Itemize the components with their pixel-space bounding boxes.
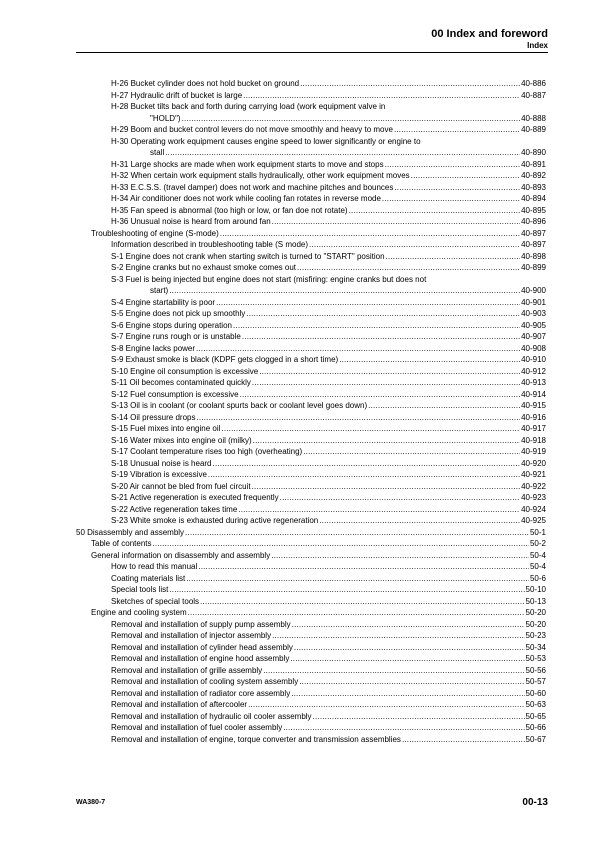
toc-entry-title: H-34 Air conditioner does not work while cooling fan rotates in reverse mode [111, 194, 381, 203]
toc-entry[interactable] [111, 620, 546, 629]
toc-entry[interactable] [111, 183, 546, 192]
toc-entry[interactable] [111, 240, 546, 249]
toc-entry-page: 40-900 [521, 286, 546, 295]
toc-leader-dots [339, 355, 520, 364]
toc-entry[interactable] [111, 137, 421, 146]
toc-entry-page: 40-897 [521, 240, 546, 249]
toc-entry-title: S-14 Oil pressure drops [111, 412, 196, 422]
toc-leader-dots [220, 229, 520, 238]
toc-leader-dots [263, 666, 524, 675]
toc-entry-page: 40-924 [521, 504, 546, 514]
toc-entry[interactable] [111, 631, 546, 640]
toc-entry-title: S-7 Engine runs rough or is unstable [111, 332, 241, 341]
toc-entry[interactable] [111, 516, 546, 525]
toc-leader-dots [394, 125, 520, 134]
toc-entry-title: S-10 Engine oil consumption is excessive [111, 366, 259, 376]
toc-entry-page: 40-894 [521, 194, 546, 203]
toc-entry-title: S-19 Vibration is excessive [111, 470, 207, 479]
toc-entry[interactable] [111, 344, 546, 353]
toc-leader-dots [394, 183, 520, 192]
toc-entry-title: Removal and installation of hydraulic oil cooler assembly [111, 711, 312, 721]
toc-leader-dots [368, 401, 520, 410]
toc-entry-title: S-16 Water mixes into engine oil (milky) [111, 435, 252, 445]
toc-entry[interactable] [111, 91, 546, 100]
toc-leader-dots [185, 528, 529, 537]
toc-entry-page: 40-890 [521, 148, 546, 157]
toc-entry[interactable] [111, 493, 546, 502]
toc-entry-page: 40-893 [521, 182, 546, 192]
toc-entry-title: S-17 Coolant temperature rises too high (overheating) [111, 447, 303, 456]
toc-entry-title: Sketches of special tools [111, 596, 200, 606]
toc-entry-page: 40-907 [521, 332, 546, 341]
toc-entry[interactable] [111, 459, 546, 468]
toc-entry[interactable] [111, 79, 546, 88]
toc-entry-page: 50-2 [529, 539, 546, 548]
toc-entry[interactable] [111, 482, 546, 491]
footer-model: WA380-7 [76, 799, 106, 806]
toc-entry[interactable] [111, 677, 546, 686]
toc-entry-page: 50-10 [525, 585, 546, 594]
toc-leader-dots [216, 298, 520, 307]
toc-entry-page: 50-65 [525, 711, 546, 721]
toc-leader-dots [208, 470, 520, 479]
toc-entry-title: H-28 Bucket tilts back and forth during carrying load (work equipment valve in [111, 102, 386, 111]
toc-entry-page: 40-898 [521, 251, 546, 261]
toc-entry-page: 50-63 [525, 700, 546, 709]
toc-entry-title: General information on disassembly and assembly [91, 550, 271, 560]
toc-entry-title: S-11 Oil becomes contaminated quickly [111, 378, 251, 387]
toc-entry-page: 40-917 [521, 424, 546, 433]
toc-leader-dots [280, 493, 520, 502]
toc-leader-dots [200, 597, 524, 606]
toc-entry[interactable] [111, 470, 546, 479]
toc-leader-dots [283, 723, 524, 732]
toc-entry[interactable] [111, 735, 546, 744]
toc-entry[interactable] [111, 321, 546, 330]
toc-entry-title: H-32 When certain work equipment stalls hydraulically, other work equipment moves [111, 171, 410, 180]
toc-entry-title: S-9 Exhaust smoke is black (KDPF gets clogged in a short time) [111, 355, 339, 364]
toc-entry-title: stall [150, 148, 165, 157]
toc-entry[interactable] [111, 505, 546, 514]
toc-entry-page: 40-905 [521, 320, 546, 330]
toc-leader-dots [290, 654, 524, 663]
toc-entry-page: 50-4 [529, 550, 546, 560]
toc-entry[interactable] [111, 436, 546, 445]
toc-entry-title: Engine and cooling system [91, 608, 187, 617]
toc-entry-title: Troubleshooting of engine (S-mode) [91, 228, 219, 238]
toc-leader-dots [385, 160, 520, 169]
toc-entry-page: 40-896 [521, 217, 546, 226]
toc-entry-title: S-3 Fuel is being injected but engine does not start (misfiring: engine cranks but does not [111, 274, 427, 284]
toc-entry[interactable] [111, 367, 546, 376]
toc-entry-title: Removal and installation of fuel cooler assembly [111, 723, 283, 732]
toc-leader-dots [196, 413, 520, 422]
toc-leader-dots [259, 367, 520, 376]
toc-entry-title: Removal and installation of radiator core assembly [111, 688, 291, 698]
toc-entry-title: S-20 Air cannot be bled from fuel circuit [111, 481, 251, 491]
toc-entry-page: 50-66 [525, 723, 546, 732]
section-title: 00 Index and foreword [431, 28, 548, 40]
toc-entry-title: S-6 Engine stops during operation [111, 320, 232, 330]
toc-entry[interactable] [111, 355, 546, 364]
toc-entry-page: 50-13 [525, 596, 546, 606]
toc-leader-dots [309, 240, 520, 249]
toc-entry[interactable] [111, 643, 546, 652]
toc-entry[interactable] [111, 171, 546, 180]
toc-entry-page: 50-67 [525, 734, 546, 744]
toc-entry[interactable] [111, 723, 546, 732]
toc-leader-dots [196, 344, 520, 353]
toc-leader-dots [349, 206, 521, 215]
toc-leader-dots [213, 459, 521, 468]
toc-entry-page: 40-897 [521, 228, 546, 238]
toc-leader-dots [221, 424, 520, 433]
toc-entry-title: S-18 Unusual noise is heard [111, 458, 212, 468]
toc-entry-title: S-21 Active regeneration is executed frequently [111, 493, 279, 502]
toc-entry[interactable] [111, 125, 546, 134]
toc-entry-page: 50-6 [529, 573, 546, 583]
toc-leader-dots [252, 482, 520, 491]
toc-entry-page: 40-895 [521, 205, 546, 215]
toc-entry[interactable] [91, 608, 546, 617]
toc-leader-dots [152, 539, 529, 548]
toc-entry[interactable] [111, 424, 546, 433]
toc-entry-title: H-31 Large shocks are made when work equipment starts to move and stops [111, 159, 384, 169]
toc-entry-title: H-29 Boom and bucket control levers do not move smoothly and heavy to move [111, 125, 393, 134]
toc-leader-dots [246, 309, 520, 318]
toc-entry[interactable] [91, 551, 546, 560]
toc-entry[interactable] [111, 252, 546, 261]
toc-entry-title: S-5 Engine does not pick up smoothly [111, 309, 246, 318]
toc-entry-page: 40-916 [521, 412, 546, 422]
toc-entry[interactable] [111, 666, 546, 675]
toc-entry-page: 40-915 [521, 401, 546, 410]
page-header [431, 28, 548, 51]
toc-entry-title: How to read this manual [111, 562, 198, 571]
section-subtitle: Index [527, 41, 548, 50]
toc-leader-dots [294, 643, 525, 652]
toc-entry-title: Removal and installation of supply pump assembly [111, 619, 291, 629]
toc-entry-title: S-1 Engine does not crank when starting switch is turned to "START" position [111, 251, 385, 261]
toc-leader-dots [386, 252, 521, 261]
toc-entry[interactable] [111, 206, 546, 215]
toc-entry[interactable] [111, 217, 546, 226]
toc-leader-dots [292, 620, 525, 629]
toc-entry-title: H-30 Operating work equipment causes engine speed to lower significantly or engine to [111, 136, 421, 146]
toc-entry-page: 50-20 [525, 619, 546, 629]
toc-entry[interactable] [111, 102, 385, 111]
toc-leader-dots [238, 505, 520, 514]
toc-entry[interactable] [91, 539, 546, 548]
toc-entry-title: Removal and installation of grille assembly [111, 665, 263, 675]
toc-entry-title: H-26 Bucket cylinder does not hold bucket on ground [111, 79, 300, 88]
toc-entry[interactable] [111, 378, 546, 387]
toc-entry[interactable] [111, 194, 546, 203]
toc-leader-dots [188, 608, 525, 617]
toc-entry[interactable] [111, 447, 546, 456]
toc-entry[interactable] [111, 160, 546, 169]
toc-leader-dots [165, 148, 520, 157]
toc-entry[interactable] [76, 528, 546, 537]
toc-leader-dots [169, 286, 520, 295]
toc-entry[interactable] [111, 390, 546, 399]
toc-leader-dots [303, 447, 520, 456]
toc-entry[interactable] [111, 700, 546, 709]
toc-entry-title: S-23 White smoke is exhausted during active regeneration [111, 516, 319, 525]
toc-leader-dots [240, 390, 520, 399]
toc-entry-page: 40-923 [521, 493, 546, 502]
toc-leader-dots [253, 436, 520, 445]
toc-entry-page: 40-920 [521, 458, 546, 468]
toc-entry-title: 50 Disassembly and assembly [76, 527, 185, 537]
toc-leader-dots [182, 114, 521, 123]
toc-entry-page: 50-4 [529, 562, 546, 571]
toc-entry[interactable] [111, 298, 546, 307]
toc-entry[interactable] [91, 229, 546, 238]
toc-entry-page: 40-919 [521, 447, 546, 456]
toc-entry-page: 50-34 [525, 642, 546, 652]
toc-entry[interactable] [111, 275, 426, 284]
toc-entry-page: 40-888 [521, 113, 546, 123]
toc-entry-page: 50-1 [529, 527, 546, 537]
toc-entry[interactable] [111, 654, 546, 663]
toc-entry-page: 40-910 [521, 355, 546, 364]
toc-entry-title: Removal and installation of engine hood assembly [111, 654, 290, 663]
toc-entry-title: Table of contents [91, 539, 152, 548]
toc-entry-title: H-33 E.C.S.S. (travel damper) does not work and machine pitches and bounces [111, 182, 394, 192]
toc-entry[interactable] [150, 114, 546, 123]
toc-entry-page: 40-903 [521, 309, 546, 318]
toc-leader-dots [272, 631, 524, 640]
toc-entry[interactable] [111, 689, 546, 698]
toc-entry-page: 40-901 [521, 297, 546, 307]
toc-entry[interactable] [150, 148, 546, 157]
toc-entry-title: Removal and installation of aftercooler [111, 700, 248, 709]
toc-leader-dots [313, 712, 525, 721]
toc-entry-page: 40-886 [521, 79, 546, 88]
toc-leader-dots [248, 700, 524, 709]
toc-entry[interactable] [111, 574, 546, 583]
toc-leader-dots [233, 321, 520, 330]
toc-entry-title: S-13 Oil is in coolant (or coolant spurts back or coolant level goes down) [111, 401, 368, 410]
toc-leader-dots [198, 562, 529, 571]
toc-entry-title: "HOLD") [150, 113, 181, 123]
toc-leader-dots [402, 735, 525, 744]
toc-leader-dots [291, 689, 524, 698]
toc-entry-page: 40-889 [521, 125, 546, 134]
toc-entry[interactable] [111, 562, 546, 571]
toc-leader-dots [252, 378, 520, 387]
toc-entry[interactable] [111, 597, 546, 606]
toc-leader-dots [411, 171, 520, 180]
toc-entry-title: S-12 Fuel consumption is excessive [111, 389, 239, 399]
toc-leader-dots [382, 194, 520, 203]
toc-entry-page: 40-891 [521, 159, 546, 169]
toc-leader-dots [300, 79, 520, 88]
toc-entry-page: 50-60 [525, 688, 546, 698]
toc-entry-title: S-2 Engine cranks but no exhaust smoke comes out [111, 263, 296, 272]
toc-entry-page: 40-918 [521, 435, 546, 445]
toc-entry-page: 50-53 [525, 654, 546, 663]
toc-entry[interactable] [111, 309, 546, 318]
toc-entry-title: H-27 Hydraulic drift of bucket is large [111, 90, 243, 100]
toc-entry-page: 40-922 [521, 481, 546, 491]
footer-page-number: 00-13 [522, 797, 548, 808]
toc-entry-page: 50-57 [525, 677, 546, 686]
toc-entry-title: Removal and installation of engine, torque converter and transmission assemblies [111, 734, 401, 744]
toc-entry-page: 40-892 [521, 171, 546, 180]
toc-entry-page: 40-887 [521, 90, 546, 100]
toc-entry[interactable] [111, 712, 546, 721]
toc-entry-page: 50-20 [525, 608, 546, 617]
toc-entry[interactable] [111, 332, 546, 341]
toc-entry-title: S-22 Active regeneration takes time [111, 504, 238, 514]
toc-entry-page: 50-56 [525, 665, 546, 675]
toc-leader-dots [169, 585, 524, 594]
toc-entry-page: 40-921 [521, 470, 546, 479]
toc-entry-page: 40-908 [521, 343, 546, 353]
toc-leader-dots [243, 91, 520, 100]
toc-entry-title: S-8 Engine lacks power [111, 343, 196, 353]
toc-leader-dots [297, 263, 520, 272]
toc-entry-page: 40-899 [521, 263, 546, 272]
toc-entry-page: 40-925 [521, 516, 546, 525]
toc-entry[interactable] [111, 401, 546, 410]
toc-leader-dots [319, 516, 520, 525]
toc-leader-dots [271, 551, 529, 560]
toc-entry-title: S-4 Engine startability is poor [111, 297, 216, 307]
toc-entry[interactable] [111, 263, 546, 272]
header-divider [76, 52, 548, 53]
toc-entry-title: Removal and installation of cylinder head assembly [111, 642, 293, 652]
toc-entry-page: 40-912 [521, 366, 546, 376]
toc-entry[interactable] [111, 585, 546, 594]
toc-leader-dots [299, 677, 524, 686]
toc-entry-page: 40-914 [521, 389, 546, 399]
toc-entry-title: Removal and installation of injector assembly [111, 631, 272, 640]
toc-entry-title: H-35 Fan speed is abnormal (too high or low, or fan doe not rotate) [111, 205, 348, 215]
toc-leader-dots [242, 332, 520, 341]
toc-leader-dots [186, 574, 529, 583]
toc-entry-page: 40-913 [521, 378, 546, 387]
toc-entry-title: Special tools list [111, 585, 169, 594]
toc-entry-title: S-15 Fuel mixes into engine oil [111, 424, 221, 433]
toc-leader-dots [272, 217, 520, 226]
toc-entry-title: Coating materials list [111, 573, 186, 583]
toc-entry-title: Removal and installation of cooling system assembly [111, 677, 299, 686]
toc-entry-title: Information described in troubleshooting table (S mode) [111, 240, 308, 249]
toc-entry-title: H-36 Unusual noise is heard from around fan [111, 217, 271, 226]
toc-entry-title: start) [150, 286, 169, 295]
toc-entry[interactable] [150, 286, 546, 295]
toc-entry-page: 50-23 [525, 631, 546, 640]
toc-entry[interactable] [111, 413, 546, 422]
